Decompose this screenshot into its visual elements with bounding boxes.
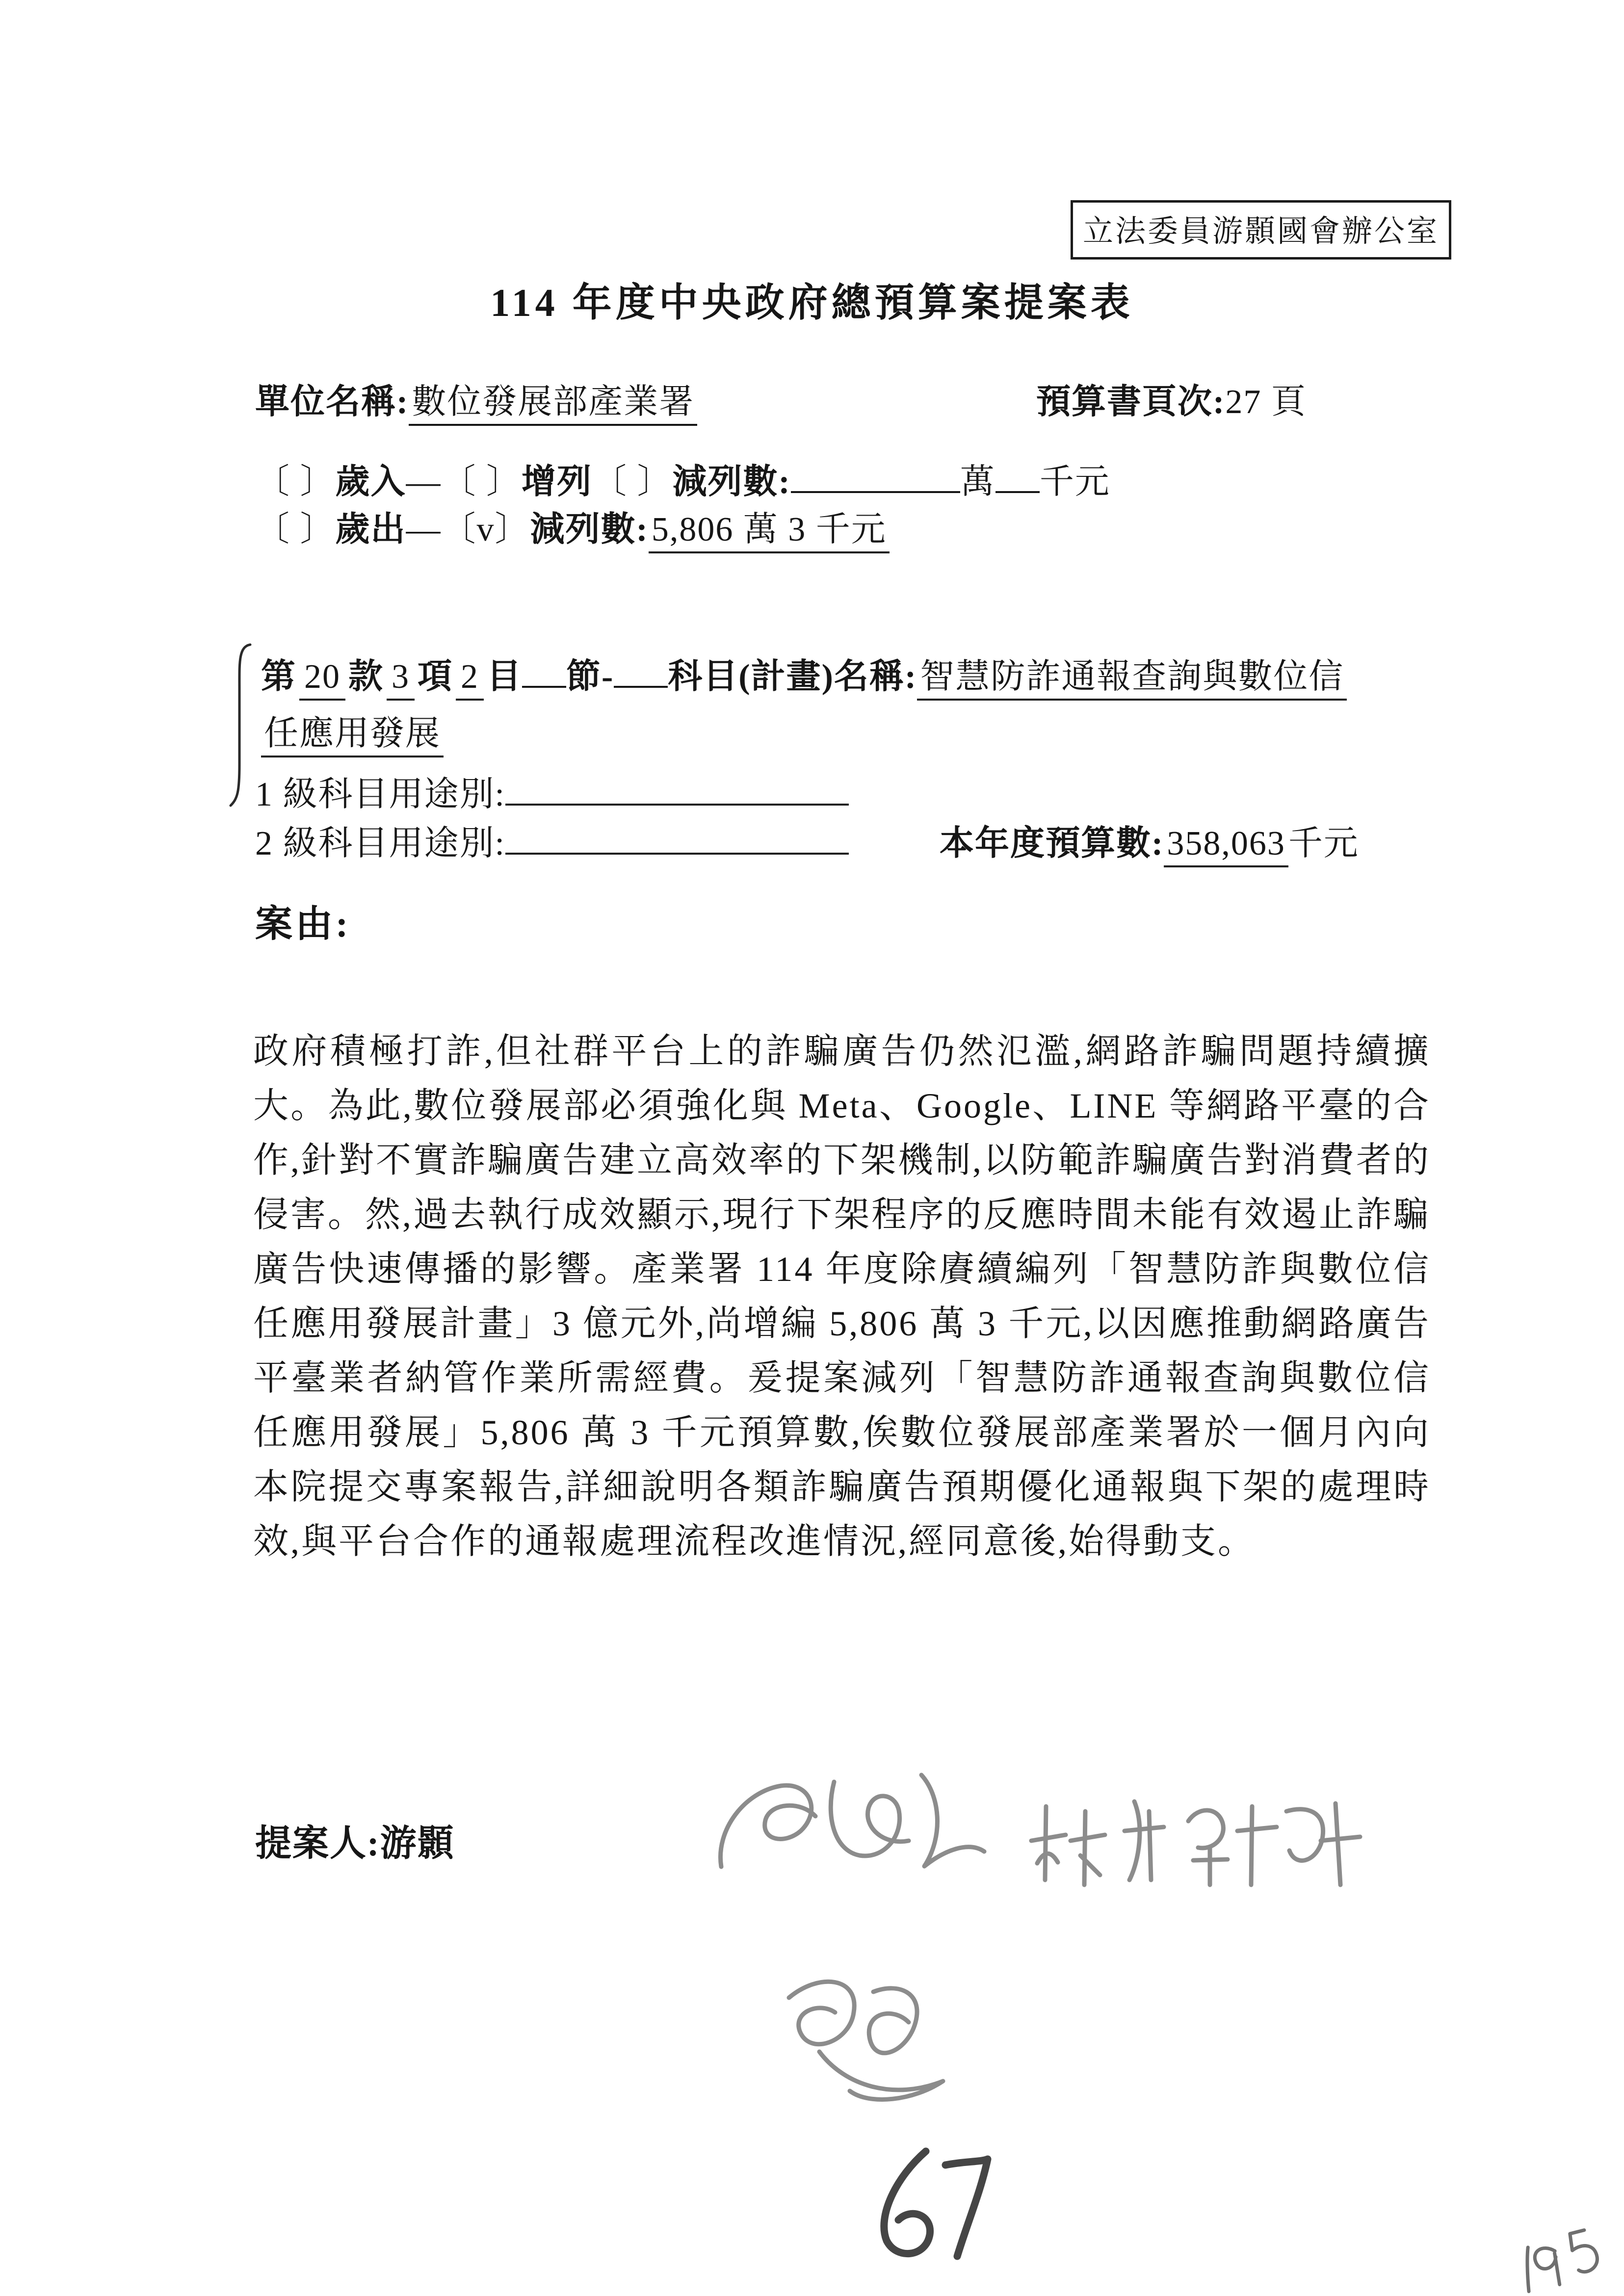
level2-usage-label: 2 級科目用途別: bbox=[255, 825, 505, 862]
page-title: 114 年度中央政府總預算案提案表 bbox=[490, 282, 1134, 325]
unit-qianyuan: 千元 bbox=[1039, 463, 1110, 501]
checkbox-unchecked: 〔 〕 bbox=[592, 463, 673, 501]
subject-name-label: 科目(計畫)名稱: bbox=[668, 658, 917, 696]
page-number-195 bbox=[1500, 2216, 1624, 2296]
blank-underline bbox=[505, 770, 849, 806]
checkbox-unchecked: 〔 〕 bbox=[441, 463, 522, 501]
blank-underline bbox=[995, 457, 1040, 494]
checkbox-checked: 〔v〕 bbox=[441, 511, 530, 548]
year-budget-label: 本年度預算數: bbox=[940, 825, 1164, 862]
cut-amount-label: 減列數: bbox=[530, 511, 649, 548]
budget-page-label: 預算書頁次: bbox=[1036, 383, 1226, 421]
checkbox-unchecked: 〔 〕 bbox=[255, 463, 336, 501]
revenue-line bbox=[255, 454, 1110, 503]
subject-line-1 bbox=[261, 649, 1347, 698]
section-bracket bbox=[229, 642, 252, 809]
year-budget-unit: 千元 bbox=[1288, 825, 1359, 862]
subject-kuan-number: 20 bbox=[299, 658, 345, 701]
revenue-label: 歲入 bbox=[335, 463, 406, 501]
signature-3 bbox=[731, 1953, 1011, 2110]
subject-di: 第 bbox=[261, 658, 296, 696]
dash: — bbox=[406, 463, 442, 501]
dash: — bbox=[406, 511, 442, 548]
office-label: 立法委員游顥國會辦公室 bbox=[1082, 215, 1439, 248]
blank-underline bbox=[791, 457, 960, 494]
unit-name-label: 單位名稱: bbox=[255, 383, 409, 421]
level1-usage-label: 1 級科目用途別: bbox=[255, 776, 505, 813]
handwritten-number-67 bbox=[851, 2137, 998, 2279]
blank-underline bbox=[505, 819, 849, 855]
subject-xiang: 項 bbox=[418, 658, 453, 696]
subject-mu-number: 2 bbox=[456, 658, 484, 701]
budget-page-value: 27 頁 bbox=[1225, 383, 1307, 421]
proposer-row bbox=[255, 1814, 455, 1866]
year-budget-value: 358,063 bbox=[1164, 825, 1288, 867]
proposer-value: 游顥 bbox=[380, 1824, 455, 1864]
blank-underline bbox=[614, 652, 668, 688]
signature-you-hao bbox=[687, 1747, 1011, 1904]
level1-usage-row bbox=[255, 766, 849, 816]
expenditure-label: 歲出 bbox=[335, 511, 406, 548]
expenditure-cut-amount: 5,806 萬 3 千元 bbox=[649, 511, 890, 553]
unit-name-value: 數位發展部產業署 bbox=[409, 383, 697, 426]
checkbox-unchecked: 〔 〕 bbox=[255, 511, 336, 548]
office-label-box bbox=[1071, 200, 1451, 260]
unit-wan: 萬 bbox=[960, 463, 995, 501]
case-reason-label: 案由: bbox=[255, 904, 351, 945]
proposer-label: 提案人: bbox=[255, 1824, 380, 1864]
unit-name-row bbox=[255, 374, 697, 423]
blank-underline bbox=[522, 652, 566, 688]
subject-jie: 節- bbox=[566, 658, 614, 696]
subject-mu: 目 bbox=[487, 658, 522, 696]
cut-amount-label: 減列數: bbox=[672, 463, 791, 501]
case-reason-body: 政府積極打詐,但社群平台上的詐騙廣告仍然氾濫,網路詐騙問題持續擴大。為此,數位發展部必須強化與 Meta、Google、LINE 等網路平臺的合作,針對不實詐騙廣告建立高效率的下架機制,以防範詐騙廣告對消費者的侵害。然,過去執行成效顯示,現行下架程序的反應時間未能有效遏止詐騙廣告快速傳播的影響。產業署 114 年度除賡續編列「智慧防詐與數位信任應用發展計畫」3 億元外,尚增編 5,806 萬 3 千元,以因應推動網路廣告平臺業者納管作業所需經費。爰提案減列「智慧防詐通報查詢與數位信任應用發展」5,806 萬 3 千元預算數,俟數位發展部產業署於一個月內向本院提交專案報告,詳細說明各類詐騙廣告預期優化通報與下架的處理時效,與平台合作的通報處理流程改進情況,經同意後,始得動支。 bbox=[253, 1032, 1431, 1561]
subject-line-2 bbox=[261, 705, 444, 755]
expenditure-line bbox=[255, 501, 890, 551]
signature-lin-pei-xiang bbox=[1021, 1781, 1379, 1908]
subject-xiang-number: 3 bbox=[387, 658, 415, 701]
year-budget-row bbox=[940, 815, 1359, 865]
subject-name-line2: 任應用發展 bbox=[261, 715, 444, 757]
budget-page-row bbox=[1036, 374, 1307, 423]
subject-kuan: 款 bbox=[348, 658, 384, 696]
level2-usage-row bbox=[255, 815, 849, 865]
add-label: 增列 bbox=[522, 463, 592, 501]
subject-name-line1: 智慧防詐通報查詢與數位信 bbox=[917, 658, 1347, 701]
